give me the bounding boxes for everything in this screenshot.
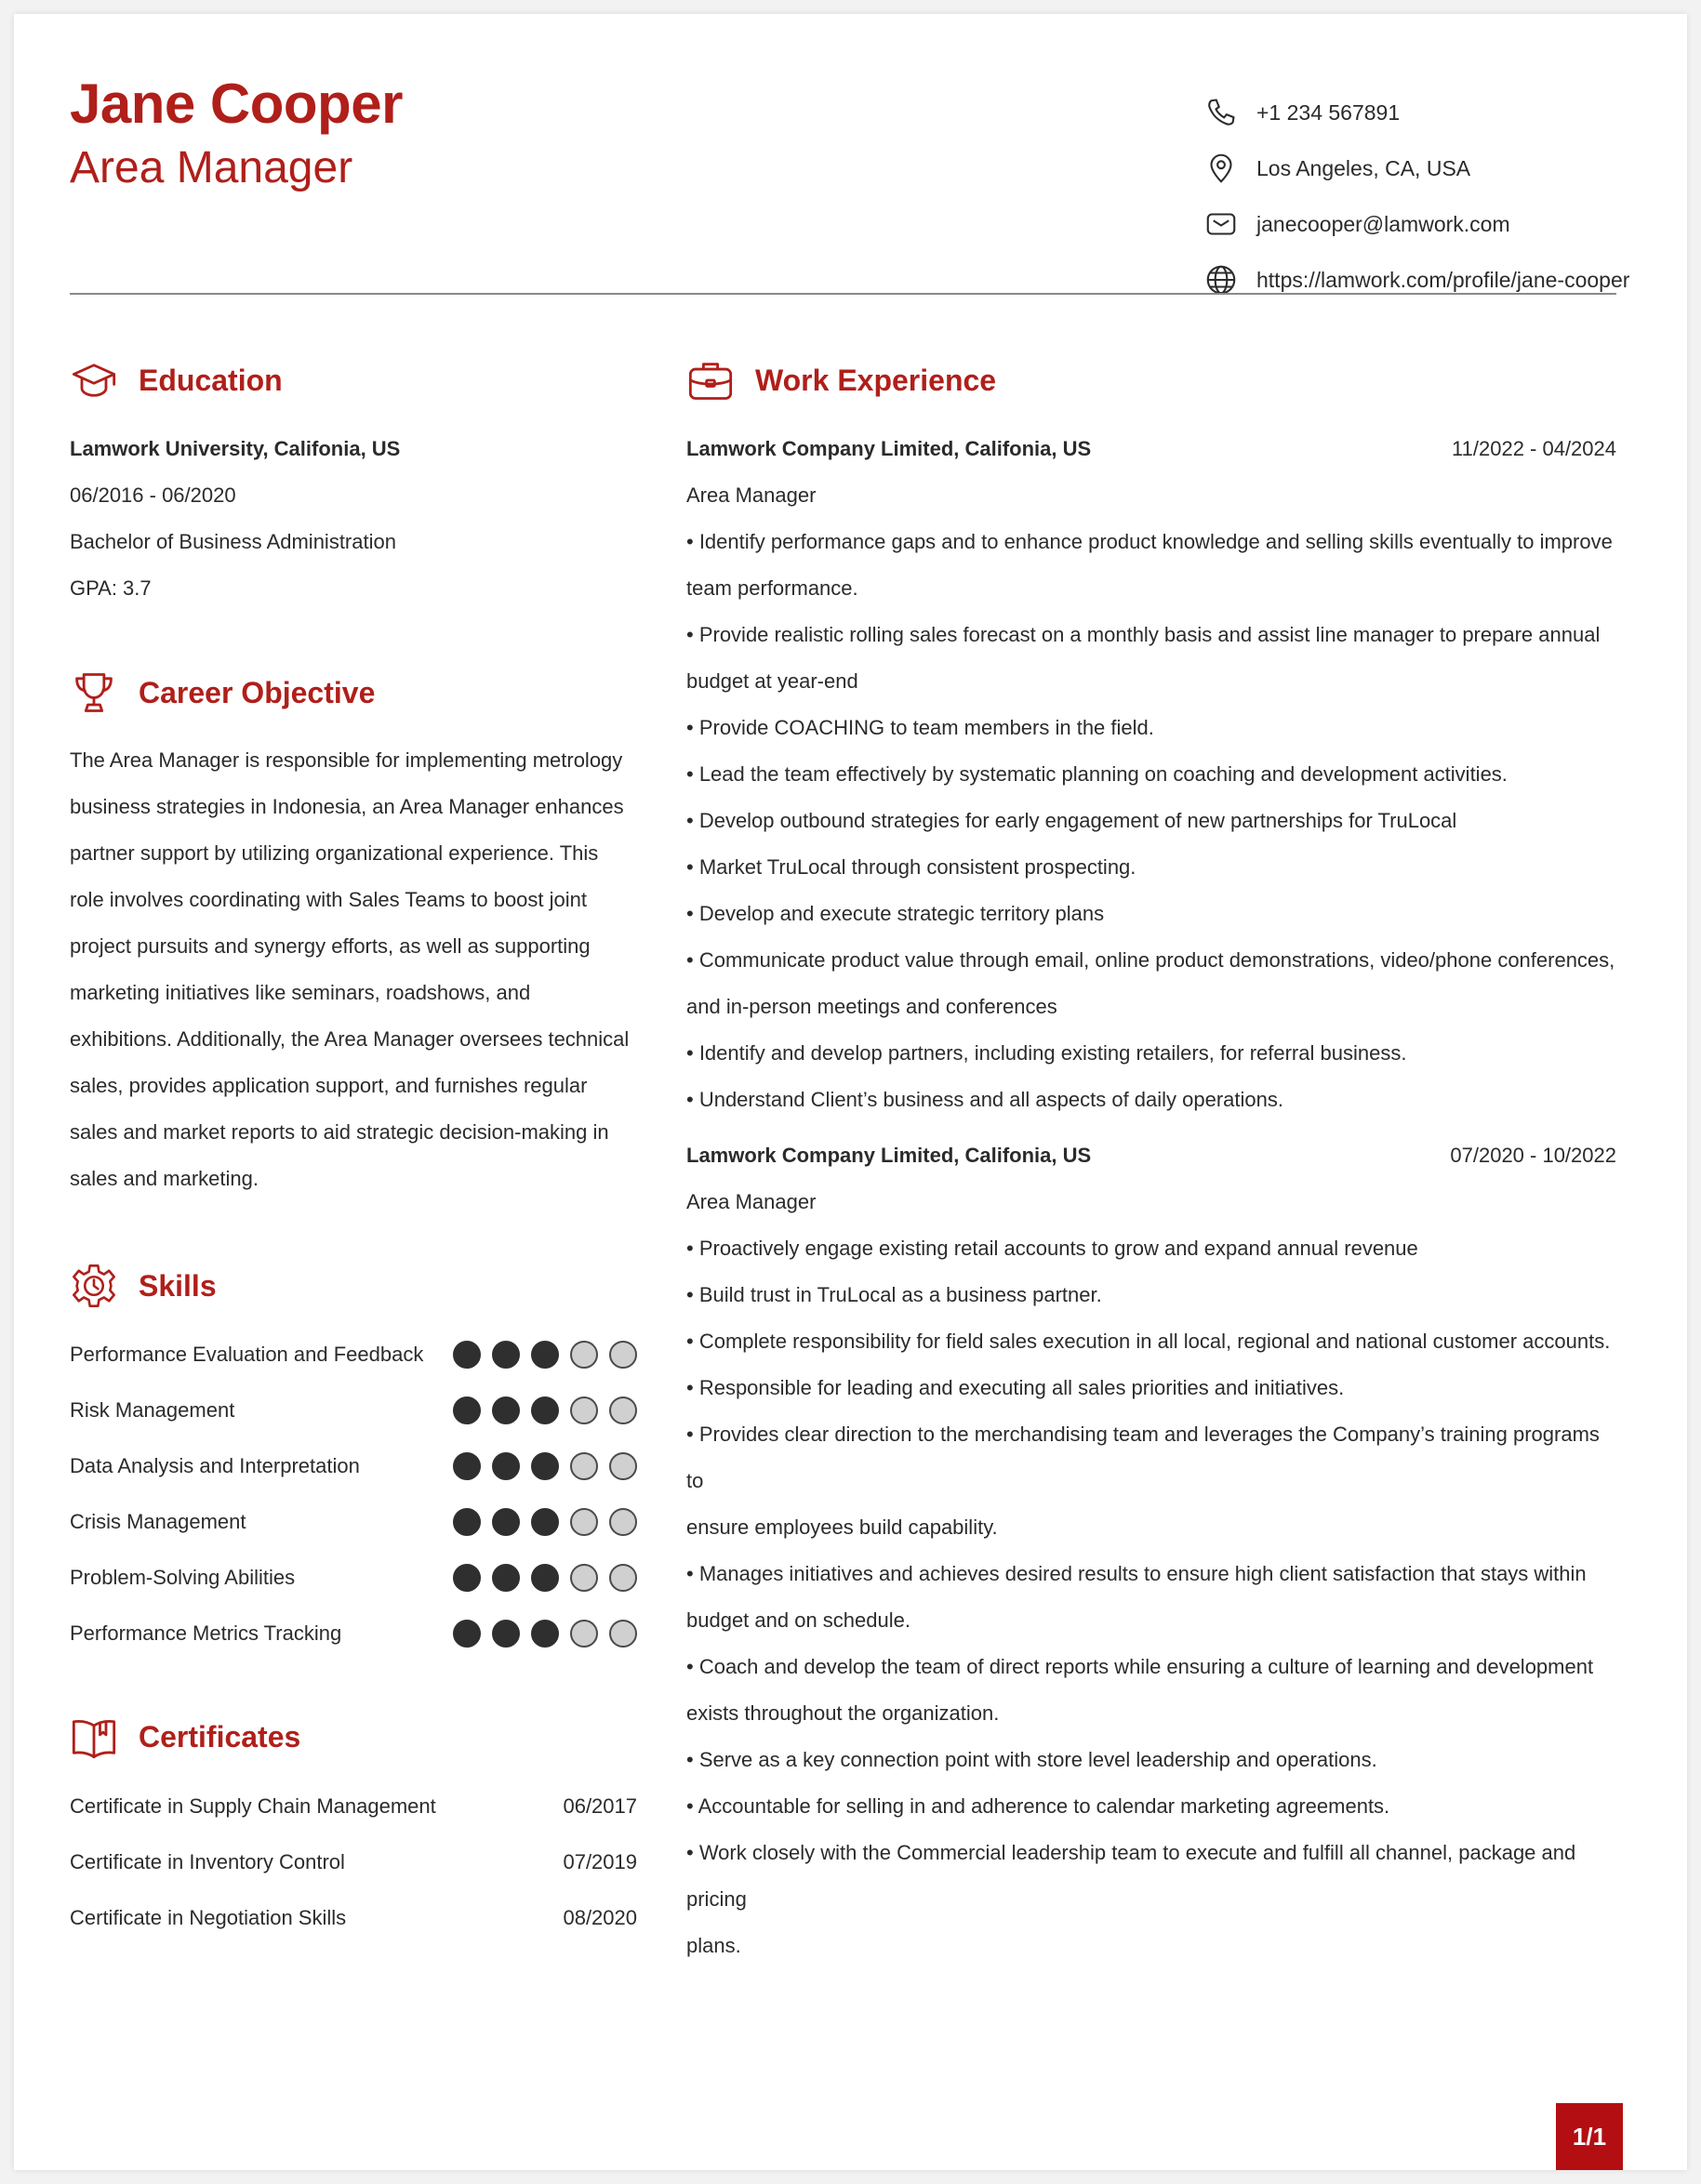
- work-heading-text: Work Experience: [755, 363, 997, 397]
- education-gpa: GPA: 3.7: [70, 576, 152, 600]
- rating-dot-empty: [609, 1508, 637, 1536]
- job-company: Lamwork Company Limited, Califonia, US: [686, 1144, 1092, 1167]
- education-heading: [70, 356, 283, 404]
- rating-dot-filled: [453, 1452, 481, 1480]
- rating-dot-filled: [531, 1341, 559, 1369]
- skill-name: Performance Metrics Tracking: [70, 1621, 342, 1645]
- job-header: [686, 426, 1616, 472]
- job-bullet-line: • Complete responsibility for field sales execution in all local, regional and national customer accounts.: [686, 1330, 1611, 1353]
- rating-dot-filled: [531, 1396, 559, 1424]
- skill-row: [70, 1438, 646, 1494]
- certificate-row: [70, 1834, 637, 1890]
- candidate-title: Area Manager: [70, 143, 353, 192]
- skill-row: [70, 1606, 646, 1661]
- open-book-icon: [70, 1713, 118, 1761]
- rating-dot-filled: [492, 1396, 520, 1424]
- rating-dot-empty: [609, 1341, 637, 1369]
- job-entry: [686, 1132, 1616, 1969]
- contact-website-text[interactable]: https://lamwork.com/profile/jane-cooper: [1256, 267, 1630, 292]
- rating-dot-empty: [570, 1341, 598, 1369]
- gear-clock-icon: [70, 1262, 118, 1310]
- skill-name: Performance Evaluation and Feedback: [70, 1343, 424, 1366]
- rating-dot-filled: [492, 1452, 520, 1480]
- skill-row: [70, 1383, 646, 1438]
- job-bullet-line: and in-person meetings and conferences: [686, 995, 1057, 1018]
- header-divider: [70, 293, 1616, 295]
- skill-name: Crisis Management: [70, 1510, 246, 1533]
- job-header: [686, 1132, 1616, 1179]
- certificates-heading: [70, 1713, 300, 1761]
- job-bullet-line: • Lead the team effectively by systematic planning on coaching and development activities.: [686, 762, 1508, 786]
- rating-dot-filled: [531, 1452, 559, 1480]
- contact-phone: [1204, 85, 1632, 140]
- rating-dot-empty: [609, 1564, 637, 1592]
- objective-heading-text: Career Objective: [139, 675, 376, 709]
- skill-rating: [453, 1620, 637, 1648]
- certificates-heading-text: Certificates: [139, 1719, 301, 1754]
- contact-email[interactable]: [1204, 196, 1632, 252]
- skill-rating: [453, 1564, 637, 1592]
- rating-dot-filled: [453, 1620, 481, 1648]
- job-bullet-line: • Provide realistic rolling sales forecast on a monthly basis and assist line manager to prepare annual: [686, 623, 1601, 646]
- skill-name: Risk Management: [70, 1398, 235, 1422]
- skills-heading-text: Skills: [139, 1268, 217, 1303]
- trophy-icon: [70, 668, 118, 717]
- rating-dot-filled: [492, 1564, 520, 1592]
- job-bullet-line: budget and on schedule.: [686, 1608, 910, 1632]
- rating-dot-filled: [531, 1564, 559, 1592]
- education-section: [70, 426, 628, 612]
- rating-dot-filled: [453, 1396, 481, 1424]
- education-heading-text: Education: [139, 363, 283, 397]
- rating-dot-filled: [453, 1341, 481, 1369]
- skill-rating: [453, 1396, 637, 1424]
- certificate-row: [70, 1890, 637, 1946]
- resume-page: [14, 14, 1687, 2170]
- rating-dot-empty: [570, 1396, 598, 1424]
- job-bullet-line: team performance.: [686, 576, 858, 600]
- job-bullet-line: • Work closely with the Commercial leadership team to execute and fulfill all channel, package and pricing: [686, 1841, 1576, 1911]
- rating-dot-filled: [492, 1620, 520, 1648]
- education-dates: 06/2016 - 06/2020: [70, 483, 236, 507]
- job-bullet-line: • Build trust in TruLocal as a business partner.: [686, 1283, 1102, 1306]
- skill-row: [70, 1327, 646, 1383]
- job-bullet-line: • Accountable for selling in and adherence to calendar marketing agreements.: [686, 1794, 1390, 1818]
- rating-dot-filled: [531, 1508, 559, 1536]
- job-bullet-line: • Identify performance gaps and to enhance product knowledge and selling skills eventually to improve: [686, 530, 1613, 553]
- job-bullet-line: • Coach and develop the team of direct reports while ensuring a culture of learning and development: [686, 1655, 1594, 1678]
- objective-text: The Area Manager is responsible for implementing metrology business strategies in Indonesia, an Area Manager enhances partner support by utilizing organizational experience. This role involves coordinating with Sales Teams to boost joint project pursuits and synergy efforts, as well as supporting marketing initiatives like seminars, roadshows, and exhibitions. Additionally, the Area Manager oversees technical sales, provides application support, and furnishes regular sales and market reports to aid strategic decision-making in sales and marketing.: [70, 748, 630, 1190]
- job-bullet-line: • Develop outbound strategies for early engagement of new partnerships for TruLocal: [686, 809, 1457, 832]
- education-school: Lamwork University, Califonia, US: [70, 437, 401, 460]
- job-role: Area Manager: [686, 1190, 817, 1213]
- job-bullet-line: • Identify and develop partners, including existing retailers, for referral business.: [686, 1041, 1407, 1065]
- rating-dot-empty: [570, 1620, 598, 1648]
- globe-icon: [1204, 263, 1238, 297]
- job-details: [686, 472, 1616, 1123]
- rating-dot-filled: [453, 1564, 481, 1592]
- education-degree: Bachelor of Business Administration: [70, 530, 396, 553]
- contact-list: [1204, 85, 1632, 308]
- skill-row: [70, 1550, 646, 1606]
- rating-dot-filled: [531, 1620, 559, 1648]
- job-bullet-line: • Responsible for leading and executing all sales priorities and initiatives.: [686, 1376, 1345, 1399]
- job-details: [686, 1179, 1616, 1969]
- rating-dot-empty: [609, 1396, 637, 1424]
- skill-rating: [453, 1508, 637, 1536]
- page-indicator: 1/1: [1556, 2103, 1623, 2170]
- rating-dot-filled: [492, 1341, 520, 1369]
- job-bullet-line: • Communicate product value through email, online product demonstrations, video/phone conferences,: [686, 948, 1615, 972]
- skill-rating: [453, 1452, 637, 1480]
- certificate-name: Certificate in Supply Chain Management: [70, 1794, 436, 1818]
- skill-name: Data Analysis and Interpretation: [70, 1454, 360, 1477]
- job-company: Lamwork Company Limited, Califonia, US: [686, 437, 1092, 460]
- work-experience-list: [686, 426, 1616, 1979]
- work-heading: [686, 356, 996, 404]
- job-dates: 07/2020 - 10/2022: [1450, 1144, 1616, 1167]
- certificate-name: Certificate in Inventory Control: [70, 1850, 345, 1873]
- briefcase-icon: [686, 356, 735, 404]
- rating-dot-filled: [492, 1508, 520, 1536]
- job-bullet-line: • Understand Client’s business and all aspects of daily operations.: [686, 1088, 1283, 1111]
- job-bullet-line: plans.: [686, 1934, 741, 1957]
- certificate-row: [70, 1779, 637, 1834]
- skill-row: [70, 1494, 646, 1550]
- skill-name: Problem-Solving Abilities: [70, 1566, 296, 1589]
- contact-website[interactable]: [1204, 252, 1632, 308]
- job-bullet-line: • Serve as a key connection point with store level leadership and operations.: [686, 1748, 1377, 1771]
- phone-icon: [1204, 96, 1238, 129]
- job-bullet-line: budget at year-end: [686, 669, 858, 693]
- contact-email-text[interactable]: janecooper@lamwork.com: [1256, 211, 1510, 236]
- skills-list: [70, 1327, 646, 1661]
- rating-dot-filled: [453, 1508, 481, 1536]
- certificates-list: [70, 1779, 637, 1946]
- graduation-cap-icon: [70, 356, 118, 404]
- job-bullet-line: • Market TruLocal through consistent prospecting.: [686, 855, 1136, 879]
- contact-phone-text: +1 234 567891: [1256, 99, 1401, 125]
- certificate-name: Certificate in Negotiation Skills: [70, 1906, 347, 1929]
- certificate-date: 06/2017: [563, 1794, 637, 1818]
- rating-dot-empty: [570, 1452, 598, 1480]
- candidate-name: Jane Cooper: [70, 73, 403, 135]
- job-bullet-line: • Provide COACHING to team members in the field.: [686, 716, 1154, 739]
- mail-icon: [1204, 207, 1238, 241]
- job-entry: [686, 426, 1616, 1123]
- certificate-date: 08/2020: [563, 1906, 637, 1929]
- rating-dot-empty: [609, 1620, 637, 1648]
- job-dates: 11/2022 - 04/2024: [1452, 437, 1616, 460]
- job-bullet-line: exists throughout the organization.: [686, 1701, 1000, 1725]
- rating-dot-empty: [609, 1452, 637, 1480]
- job-role: Area Manager: [686, 483, 817, 507]
- job-bullet-line: • Proactively engage existing retail accounts to grow and expand annual revenue: [686, 1237, 1418, 1260]
- certificate-date: 07/2019: [563, 1850, 637, 1873]
- contact-location-text: Los Angeles, CA, USA: [1256, 155, 1471, 180]
- location-pin-icon: [1204, 152, 1238, 185]
- job-bullet-line: • Manages initiatives and achieves desired results to ensure high client satisfaction that stays within: [686, 1562, 1587, 1585]
- rating-dot-empty: [570, 1564, 598, 1592]
- job-bullet-line: • Develop and execute strategic territory plans: [686, 902, 1105, 925]
- job-bullet-line: ensure employees build capability.: [686, 1516, 998, 1539]
- skills-heading: [70, 1262, 217, 1310]
- rating-dot-empty: [570, 1508, 598, 1536]
- job-bullet-line: • Provides clear direction to the merchandising team and leverages the Company’s training programs to: [686, 1423, 1600, 1492]
- contact-location: [1204, 140, 1632, 196]
- skill-rating: [453, 1341, 637, 1369]
- objective-heading: [70, 668, 375, 717]
